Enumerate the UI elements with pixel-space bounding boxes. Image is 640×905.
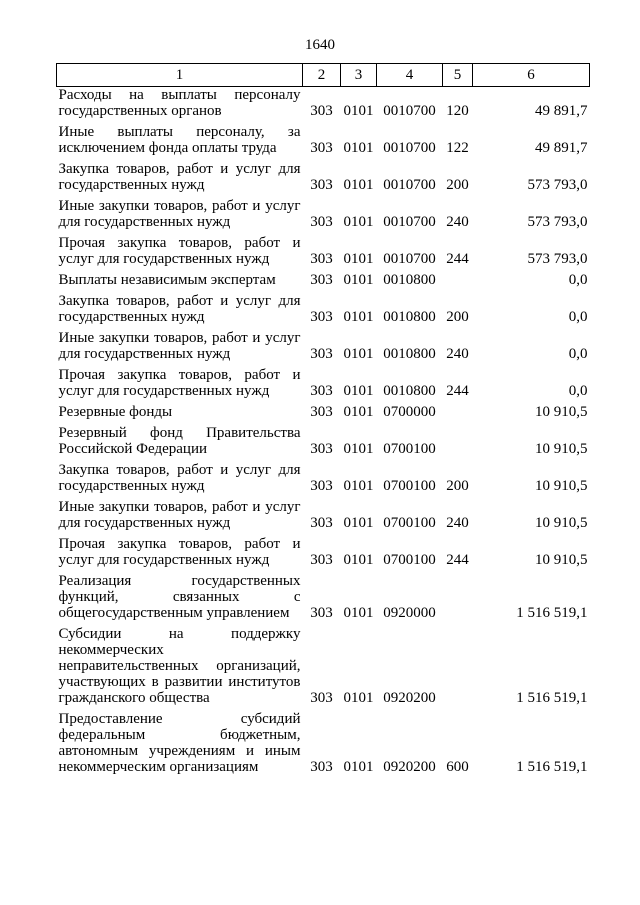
row-name: Прочая закупка товаров, работ и услуг для государственных нужд [58, 235, 301, 267]
row-ministry-code: 303 [310, 177, 333, 193]
header-col-1: 1 [57, 64, 303, 87]
row-amount: 573 793,0 [527, 214, 588, 230]
table-row [57, 404, 590, 425]
row-expense-code: 240 [446, 214, 469, 230]
row-section-code: 0101 [343, 346, 374, 362]
row-name: Прочая закупка товаров, работ и услуг для государственных нужд [58, 536, 301, 568]
row-expense-code: 244 [446, 383, 469, 399]
table-row [57, 425, 590, 462]
row-name: Предоставление субсидий федеральным бюджетным, автономным учреждениям и иным некоммерческим организациям [58, 711, 301, 775]
table-row [57, 711, 590, 780]
table-row [57, 272, 590, 293]
row-expense-code: 122 [446, 140, 469, 156]
row-target-code: 0700100 [383, 552, 436, 568]
row-section-code: 0101 [343, 309, 374, 325]
row-amount: 10 910,5 [535, 478, 588, 494]
row-ministry-code: 303 [310, 552, 333, 568]
row-name: Реализация государственных функций, связанных с общегосударственным управлением [58, 573, 301, 621]
table-row [57, 573, 590, 626]
row-expense-code [443, 626, 473, 711]
budget-table [56, 63, 590, 780]
row-target-code: 0010800 [383, 346, 436, 362]
row-section-code: 0101 [343, 690, 374, 706]
row-expense-code: 120 [446, 103, 469, 119]
row-target-code: 0700100 [383, 478, 436, 494]
table-row [57, 536, 590, 573]
row-name: Резервные фонды [58, 404, 173, 420]
row-name: Иные закупки товаров, работ и услуг для государственных нужд [58, 499, 301, 531]
row-section-code: 0101 [343, 251, 374, 267]
table-row [57, 462, 590, 499]
row-name: Выплаты независимым экспертам [58, 272, 276, 288]
table-row [57, 87, 590, 125]
header-col-2: 2 [303, 64, 341, 87]
row-ministry-code: 303 [310, 140, 333, 156]
row-target-code: 0010700 [383, 177, 436, 193]
row-ministry-code: 303 [310, 272, 333, 288]
row-section-code: 0101 [343, 515, 374, 531]
row-target-code: 0010700 [383, 103, 436, 119]
row-target-code: 0010700 [383, 140, 436, 156]
row-expense-code [443, 573, 473, 626]
row-amount: 0,0 [568, 309, 588, 325]
row-amount: 10 910,5 [535, 515, 588, 531]
row-expense-code: 240 [446, 346, 469, 362]
row-expense-code: 200 [446, 177, 469, 193]
row-section-code: 0101 [343, 383, 374, 399]
row-amount: 0,0 [568, 272, 588, 288]
row-section-code: 0101 [343, 272, 374, 288]
row-expense-code [443, 425, 473, 462]
table-header-row [57, 64, 590, 87]
row-ministry-code: 303 [310, 759, 333, 775]
row-ministry-code: 303 [310, 346, 333, 362]
row-target-code: 0010800 [383, 383, 436, 399]
row-expense-code [443, 404, 473, 425]
row-expense-code: 200 [446, 309, 469, 325]
header-col-6: 6 [473, 64, 590, 87]
row-name: Иные закупки товаров, работ и услуг для государственных нужд [58, 330, 301, 362]
header-col-3: 3 [341, 64, 377, 87]
row-target-code: 0920000 [383, 605, 436, 621]
row-amount: 49 891,7 [535, 103, 588, 119]
row-amount: 10 910,5 [535, 552, 588, 568]
row-section-code: 0101 [343, 214, 374, 230]
row-amount: 1 516 519,1 [516, 605, 588, 621]
row-ministry-code: 303 [310, 251, 333, 267]
row-amount: 1 516 519,1 [516, 690, 588, 706]
row-ministry-code: 303 [310, 309, 333, 325]
table-row [57, 161, 590, 198]
row-section-code: 0101 [343, 478, 374, 494]
row-ministry-code: 303 [310, 214, 333, 230]
row-target-code: 0010800 [383, 272, 436, 288]
row-target-code: 0700000 [383, 404, 436, 420]
row-target-code: 0010800 [383, 309, 436, 325]
row-ministry-code: 303 [310, 478, 333, 494]
row-amount: 0,0 [568, 383, 588, 399]
row-expense-code: 244 [446, 251, 469, 267]
row-expense-code: 200 [446, 478, 469, 494]
row-ministry-code: 303 [310, 383, 333, 399]
row-amount: 49 891,7 [535, 140, 588, 156]
table-row [57, 367, 590, 404]
table-row [57, 330, 590, 367]
row-target-code: 0700100 [383, 515, 436, 531]
row-name: Прочая закупка товаров, работ и услуг для государственных нужд [58, 367, 301, 399]
row-ministry-code: 303 [310, 605, 333, 621]
row-section-code: 0101 [343, 605, 374, 621]
row-section-code: 0101 [343, 441, 374, 457]
row-amount: 573 793,0 [527, 251, 588, 267]
row-amount: 10 910,5 [535, 441, 588, 457]
table-row [57, 124, 590, 161]
header-col-5: 5 [443, 64, 473, 87]
row-name: Расходы на выплаты персоналу государственных органов [58, 87, 301, 119]
row-ministry-code: 303 [310, 441, 333, 457]
row-amount: 573 793,0 [527, 177, 588, 193]
row-ministry-code: 303 [310, 404, 333, 420]
row-name: Иные выплаты персоналу, за исключением фонда оплаты труда [58, 124, 301, 156]
row-ministry-code: 303 [310, 690, 333, 706]
row-amount: 0,0 [568, 346, 588, 362]
row-section-code: 0101 [343, 103, 374, 119]
row-name: Закупка товаров, работ и услуг для государственных нужд [58, 462, 301, 494]
row-expense-code [443, 272, 473, 293]
table-row [57, 198, 590, 235]
table-row [57, 293, 590, 330]
row-section-code: 0101 [343, 404, 374, 420]
row-section-code: 0101 [343, 140, 374, 156]
row-name: Резервный фонд Правительства Российской Федерации [58, 425, 301, 457]
row-section-code: 0101 [343, 177, 374, 193]
row-target-code: 0010700 [383, 251, 436, 267]
row-expense-code: 244 [446, 552, 469, 568]
row-amount: 1 516 519,1 [516, 759, 588, 775]
row-amount: 10 910,5 [535, 404, 588, 420]
row-name: Иные закупки товаров, работ и услуг для государственных нужд [58, 198, 301, 230]
row-ministry-code: 303 [310, 515, 333, 531]
row-target-code: 0920200 [383, 690, 436, 706]
header-col-4: 4 [377, 64, 443, 87]
row-section-code: 0101 [343, 552, 374, 568]
row-expense-code: 600 [446, 759, 469, 775]
table-row [57, 499, 590, 536]
table-row [57, 626, 590, 711]
page-number: 1640 [305, 37, 335, 53]
row-target-code: 0920200 [383, 759, 436, 775]
row-section-code: 0101 [343, 759, 374, 775]
row-name: Субсидии на поддержку некоммерческих неправительственных организаций, участвующих в развитии институтов гражданского общества [58, 626, 301, 706]
row-name: Закупка товаров, работ и услуг для государственных нужд [58, 293, 301, 325]
row-target-code: 0700100 [383, 441, 436, 457]
table-row [57, 235, 590, 272]
row-ministry-code: 303 [310, 103, 333, 119]
row-target-code: 0010700 [383, 214, 436, 230]
row-name: Закупка товаров, работ и услуг для государственных нужд [58, 161, 301, 193]
row-expense-code: 240 [446, 515, 469, 531]
